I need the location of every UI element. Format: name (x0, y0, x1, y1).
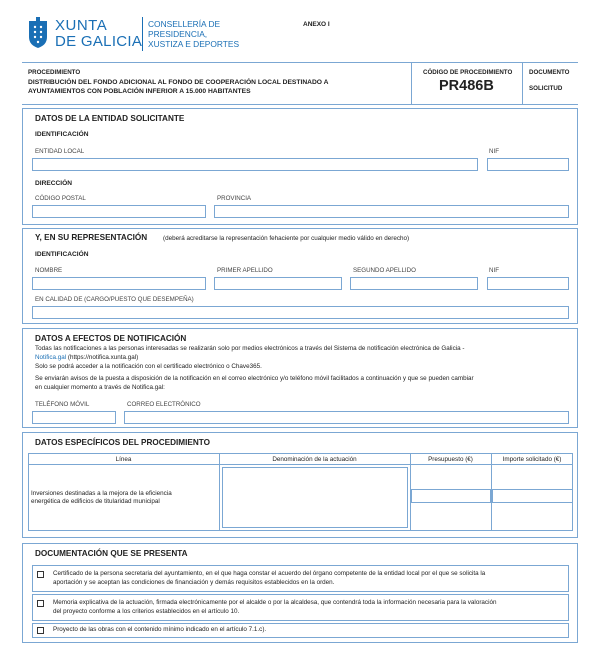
conselleria-line-1: CONSELLERÍA DE (148, 19, 221, 29)
document-text-2a: Memoria explicativa de la actuación, firmada electrónicamente por el alcalde o por la alcaldesa, que contendrá toda la información necesaria para la valoración (53, 599, 497, 606)
procedure-code-label: CÓDIGO DE PROCEDIMIENTO (423, 69, 513, 76)
annex-label: ANEXO I (303, 21, 330, 28)
applicant-identification: IDENTIFICACIÓN (35, 131, 89, 138)
notification-line-5: en cualquier momento a través de Notifica.gal: (35, 384, 165, 391)
column-header-requested: Importe solicitado (€) (502, 456, 562, 463)
conselleria-line-2: PRESIDENCIA, (148, 29, 208, 39)
surname1-field[interactable] (214, 277, 342, 290)
entity-field[interactable] (32, 158, 478, 171)
procedure-divider-2 (522, 62, 523, 104)
document-label: DOCUMENTO (529, 69, 570, 76)
notification-line-4: Se enviarán avisos de la puesta a disposición de la notificación en el correo electrónico y/o teléfono móvil facilitados a continuación y que se pueden cambiar (35, 375, 474, 382)
surname2-field[interactable] (350, 277, 478, 290)
table-row-line-text-2: energética de edificios de titularidad municipal (31, 498, 160, 505)
province-label: PROVINCIA (217, 195, 252, 202)
email-label: CORREO ELECTRÓNICO (127, 401, 201, 408)
notification-line-2 (35, 354, 138, 363)
representative-title: Y, EN SU REPRESENTACIÓN (35, 233, 148, 242)
postal-code-label: CÓDIGO POSTAL (35, 195, 86, 202)
document-text-2b: del proyecto conforme a los criterios establecidos en el artículo 10. (53, 608, 240, 615)
procedure-bottom-rule (22, 104, 578, 105)
applicant-nif-field[interactable] (487, 158, 569, 171)
surname2-label: SEGUNDO APELLIDO (353, 267, 416, 274)
logo-divider (142, 17, 143, 51)
column-header-denomination: Denominación de la actuación (272, 456, 357, 463)
specific-table (28, 453, 573, 531)
representative-nif-field[interactable] (487, 277, 569, 290)
logo-galicia-text: DE GALICIA (55, 33, 143, 50)
capacity-label: EN CALIDAD DE (CARGO/PUESTO QUE DESEMPEÑA) (35, 296, 194, 303)
surname1-label: PRIMER APELLIDO (217, 267, 273, 274)
denomination-field[interactable] (222, 467, 408, 528)
document-checkbox-3[interactable] (37, 627, 44, 634)
xunta-logo (27, 15, 247, 55)
galicia-emblem-icon (27, 17, 49, 49)
name-field[interactable] (32, 277, 206, 290)
phone-label: TELÉFONO MÓVIL (35, 401, 90, 408)
postal-code-field[interactable] (32, 205, 206, 218)
document-checkbox-1[interactable] (37, 571, 44, 578)
document-text-1a: Certificado de la persona secretaria del ayuntamiento, en el que haga constar el acuerdo del órgano competente de la entidad local por el que se solicita la (53, 570, 486, 577)
applicant-nif-label: NIF (489, 148, 499, 155)
notification-line-1: Todas las notificaciones a las personas interesadas se realizarán solo por medios electrónicos a través del Sistema de notificación electrónica de Galicia - (35, 345, 465, 352)
document-text-1b: aportación y se aceptan las condiciones de financiación y demás requisitos establecidos en la orden. (53, 579, 335, 586)
document-value: SOLICITUD (529, 85, 563, 92)
applicant-title: DATOS DE LA ENTIDAD SOLICITANTE (35, 114, 185, 123)
notifica-link[interactable]: Notifica.gal (35, 354, 67, 361)
document-text-3: Proyecto de las obras con el contenido mínimo indicado en el artículo 7.1.c). (53, 626, 267, 633)
procedure-divider-1 (411, 62, 412, 104)
budget-field[interactable] (411, 489, 491, 503)
document-checkbox-2[interactable] (37, 600, 44, 607)
specific-title: DATOS ESPECÍFICOS DEL PROCEDIMIENTO (35, 438, 210, 447)
documentation-title: DOCUMENTACIÓN QUE SE PRESENTA (35, 549, 188, 558)
representative-note: (deberá acreditarse la representación fehaciente por cualquier medio válido en derecho) (163, 235, 410, 242)
entity-label: ENTIDAD LOCAL (35, 148, 85, 155)
capacity-field[interactable] (32, 306, 569, 319)
notification-line-3: Solo se podrá acceder a la notificación con el certificado electrónico o Chave365. (35, 363, 262, 370)
procedure-label: PROCEDIMIENTO (28, 69, 81, 76)
name-label: NOMBRE (35, 267, 63, 274)
procedure-top-rule (22, 62, 578, 63)
email-field[interactable] (124, 411, 569, 424)
procedure-title-line-2: AYUNTAMIENTOS CON POBLACIÓN INFERIOR A 15.000 HABITANTES (28, 88, 251, 95)
notifica-url: (https://notifica.xunta.gal) (66, 354, 139, 361)
column-header-budget: Presupuesto (€) (428, 456, 473, 463)
representative-identification: IDENTIFICACIÓN (35, 251, 89, 258)
table-row-line-text-1: Inversiones destinadas a la mejora de la eficiencia (31, 490, 172, 497)
address-heading: DIRECCIÓN (35, 180, 72, 187)
notification-title: DATOS A EFECTOS DE NOTIFICACIÓN (35, 334, 187, 343)
column-header-line: Línea (115, 456, 132, 463)
province-field[interactable] (214, 205, 569, 218)
procedure-code: PR486B (439, 78, 494, 94)
logo-xunta-text: XUNTA (55, 17, 108, 34)
phone-field[interactable] (32, 411, 116, 424)
procedure-title-line-1: DISTRIBUCIÓN DEL FONDO ADICIONAL AL FONDO DE COOPERACIÓN LOCAL DESTINADO A (28, 79, 329, 86)
table-col-rule-1 (219, 453, 220, 531)
conselleria-line-3: XUSTIZA E DEPORTES (148, 39, 240, 49)
representative-nif-label: NIF (489, 267, 499, 274)
requested-amount-field[interactable] (492, 489, 573, 503)
